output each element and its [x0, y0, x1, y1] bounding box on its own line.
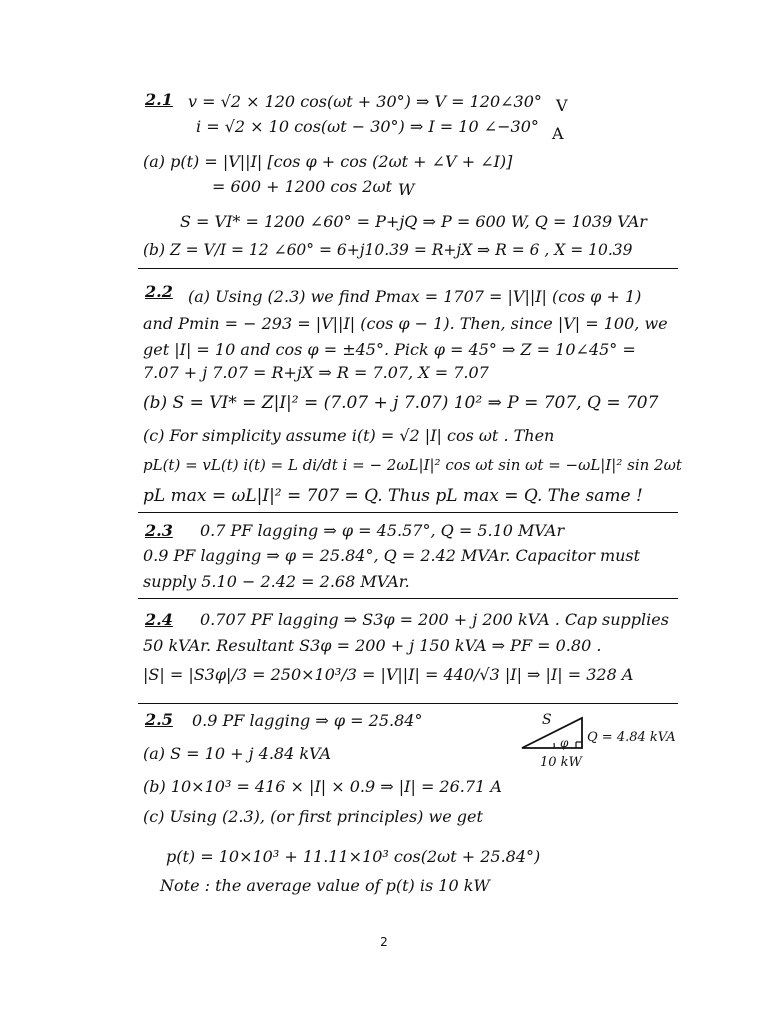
p22-line1: (a) Using (2.3) we find Pmax = 1707 = |V||I| (cos φ + 1) — [188, 287, 642, 306]
divider-rule — [138, 268, 678, 269]
p21-part-a-line2: = 600 + 1200 cos 2ωt — [212, 177, 392, 196]
p22-line8: pL max = ωL|I|² = 707 = Q. Thus pL max = Q. The same ! — [143, 486, 643, 506]
p23-line2: 0.9 PF lagging ⇒ φ = 25.84°, Q = 2.42 MVAr. Capacitor must — [143, 546, 641, 565]
p21-part-a-unit: W — [398, 180, 415, 199]
p25-line6: Note : the average value of p(t) is 10 kW — [160, 876, 490, 895]
p22-line4: 7.07 + j 7.07 = R+jX ⇒ R = 7.07, X = 7.07 — [143, 363, 489, 382]
p23-line3: supply 5.10 − 2.42 = 2.68 MVAr. — [143, 572, 410, 591]
triangle-label-s: S — [542, 712, 552, 728]
page-number: 2 — [380, 935, 388, 949]
p21-voltage-line: v = √2 × 120 cos(ωt + 30°) ⇒ V = 120∠30° — [188, 92, 542, 111]
p22-line2: and Pmin = − 293 = |V||I| (cos φ − 1). Then, since |V| = 100, we — [143, 314, 668, 333]
problem-2-5-label: 2.5 — [145, 710, 173, 729]
triangle-label-q: Q = 4.84 kVA — [587, 730, 676, 745]
p22-line5: (b) S = VI* = Z|I|² = (7.07 + j 7.07) 10² ⇒ P = 707, Q = 707 — [143, 393, 659, 413]
p25-line5: p(t) = 10×10³ + 11.11×10³ cos(2ωt + 25.84°) — [166, 847, 541, 866]
problem-2-1-label: 2.1 — [145, 90, 173, 109]
p21-current-line: i = √2 × 10 cos(ωt − 30°) ⇒ I = 10 ∠−30° — [196, 117, 539, 136]
triangle-label-phi: φ — [560, 736, 569, 750]
p21-part-a-line1: (a) p(t) = |V||I| [cos φ + cos (2ωt + ∠V + ∠I)] — [143, 152, 513, 171]
p21-part-a-line3: S = VI* = 1200 ∠60° = P+jQ ⇒ P = 600 W, Q = 1039 VAr — [180, 212, 647, 231]
p21-voltage-unit: V — [556, 96, 568, 115]
p23-line1: 0.7 PF lagging ⇒ φ = 45.57°, Q = 5.10 MVAr — [200, 521, 565, 540]
p25-line2: (a) S = 10 + j 4.84 kVA — [143, 744, 332, 763]
p22-line7: pL(t) = vL(t) i(t) = L di/dt i = − 2ωL|I|² cos ωt sin ωt = −ωL|I|² sin 2ωt — [143, 456, 682, 474]
p25-line3: (b) 10×10³ = 416 × |I| × 0.9 ⇒ |I| = 26.71 A — [143, 777, 502, 796]
p25-line1: 0.9 PF lagging ⇒ φ = 25.84° — [192, 711, 423, 730]
p21-part-b-line: (b) Z = V/I = 12 ∠60° = 6+j10.39 = R+jX ⇒ R = 6 , X = 10.39 — [143, 241, 633, 259]
p25-line4: (c) Using (2.3), (or first principles) we get — [143, 807, 483, 826]
p24-line1: 0.707 PF lagging ⇒ S3φ = 200 + j 200 kVA . Cap supplies — [200, 610, 669, 629]
divider-rule — [138, 512, 678, 513]
problem-2-3-label: 2.3 — [145, 521, 173, 540]
power-triangle-shape — [522, 718, 582, 748]
triangle-label-p: 10 kW — [540, 755, 582, 770]
p24-line2: 50 kVAr. Resultant S3φ = 200 + j 150 kVA ⇒ PF = 0.80 . — [143, 636, 602, 655]
p24-line3: |S| = |S3φ|/3 = 250×10³/3 = |V||I| = 440/√3 |I| ⇒ |I| = 328 A — [143, 665, 634, 684]
p22-line6: (c) For simplicity assume i(t) = √2 |I| cos ωt . Then — [143, 426, 555, 445]
divider-rule — [138, 703, 678, 704]
divider-rule — [138, 598, 678, 599]
p21-current-unit: A — [552, 124, 564, 143]
problem-2-4-label: 2.4 — [145, 610, 173, 629]
p22-line3: get |I| = 10 and cos φ = ±45°. Pick φ = 45° ⇒ Z = 10∠45° = — [143, 340, 636, 359]
problem-2-2-label: 2.2 — [145, 282, 173, 301]
